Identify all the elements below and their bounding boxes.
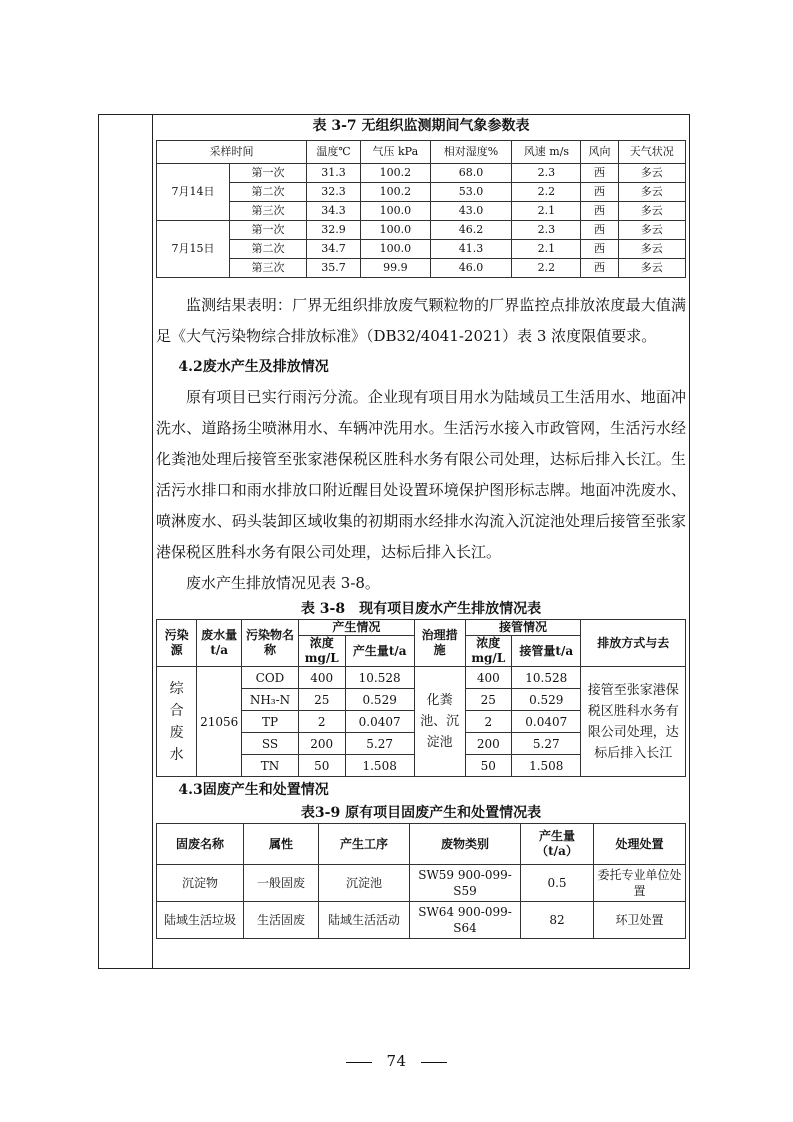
t37-cell: 西	[581, 221, 618, 240]
t38-cell: 0.529	[345, 689, 414, 711]
t37-cell: 2.3	[512, 221, 581, 240]
t38-source: 综合废水	[157, 667, 197, 777]
t38-cell: NH₃-N	[242, 689, 299, 711]
t37-cell: 35.7	[307, 259, 361, 278]
t38-header-dis-amount: 接管量t/a	[512, 636, 581, 667]
t39-header: 固废名称	[157, 824, 244, 865]
t38-cell: 200	[465, 733, 512, 755]
t38-header-discharge: 接管情况	[465, 620, 581, 636]
table-3-7	[156, 140, 686, 278]
t38-header-volume: 废水量 t/a	[197, 620, 242, 667]
t37-cell: 46.0	[430, 259, 512, 278]
table-row	[157, 183, 686, 202]
table-row	[157, 667, 686, 689]
t37-cell: 2.1	[512, 202, 581, 221]
t38-cell: 0.529	[512, 689, 581, 711]
t37-date: 7月15日	[157, 221, 230, 278]
t38-header-gen-amount: 产生量t/a	[345, 636, 414, 667]
t37-cell: 西	[581, 183, 618, 202]
t37-header: 气压 kPa	[361, 141, 431, 164]
t38-cell: 400	[465, 667, 512, 689]
content-area	[156, 116, 686, 939]
t37-cell: 第三次	[230, 259, 307, 278]
t38-cell: 5.27	[512, 733, 581, 755]
t38-header-method: 排放方式与去	[581, 620, 686, 667]
t37-cell: 西	[581, 259, 618, 278]
t37-header: 风向	[581, 141, 618, 164]
t38-cell: 2	[298, 711, 345, 733]
table-3-7-caption: 表 3-7 无组织监测期间气象参数表	[312, 118, 530, 134]
t39-cell: 生活固废	[244, 902, 319, 939]
t39-header: 属性	[244, 824, 319, 865]
t37-header: 天气状况	[618, 141, 685, 164]
t37-cell: 41.3	[430, 240, 512, 259]
t37-cell: 多云	[618, 202, 685, 221]
t39-cell: 陆域生活活动	[319, 902, 410, 939]
t38-cell: TP	[242, 711, 299, 733]
t38-cell: 50	[465, 755, 512, 777]
section-heading-4-3: 4.3固废产生和处置情况	[178, 782, 329, 798]
t37-header: 相对湿度%	[430, 141, 512, 164]
table-3-9-caption: 表3-9 原有项目固废产生和处置情况表	[300, 805, 542, 821]
t38-cell: COD	[242, 667, 299, 689]
table-row	[157, 221, 686, 240]
t37-cell: 34.7	[307, 240, 361, 259]
table-row	[157, 202, 686, 221]
t37-cell: 第二次	[230, 183, 307, 202]
t39-header: 产生量（t/a）	[521, 824, 594, 865]
t37-date: 7月14日	[157, 164, 230, 221]
t38-cell: 200	[298, 733, 345, 755]
t37-cell: 32.3	[307, 183, 361, 202]
t37-cell: 32.9	[307, 221, 361, 240]
table-3-9	[156, 823, 686, 939]
table-row	[157, 240, 686, 259]
table-3-8-caption: 表 3-8 现有项目废水产生排放情况表	[300, 601, 542, 617]
t39-header: 产生工序	[319, 824, 410, 865]
page-number-value: 74	[386, 1052, 407, 1070]
t38-cell: 400	[298, 667, 345, 689]
table-row	[157, 164, 686, 183]
t37-cell: 多云	[618, 164, 685, 183]
frame-divider	[152, 115, 153, 968]
t39-cell: 沉淀池	[319, 865, 410, 902]
t37-cell: 西	[581, 202, 618, 221]
section-heading-4-2: 4.2废水产生及排放情况	[178, 359, 329, 375]
t37-header: 风速 m/s	[512, 141, 581, 164]
t39-cell: 一般固废	[244, 865, 319, 902]
t39-cell: SW59 900-099-S59	[410, 865, 521, 902]
page-number-dash	[346, 1062, 372, 1063]
t37-cell: 100.0	[361, 202, 431, 221]
t38-cell: 0.0407	[512, 711, 581, 733]
t37-cell: 2.3	[512, 164, 581, 183]
t37-cell: 第一次	[230, 221, 307, 240]
t39-cell: 环卫处置	[594, 902, 686, 939]
t37-cell: 34.3	[307, 202, 361, 221]
t37-header: 采样时间	[157, 141, 307, 164]
t38-cell: TN	[242, 755, 299, 777]
t37-cell: 2.2	[512, 183, 581, 202]
t38-header-pollutant: 污染物名称	[242, 620, 299, 667]
t37-cell: 多云	[618, 240, 685, 259]
t38-cell: 10.528	[512, 667, 581, 689]
t38-header-conc: 浓度mg/L	[298, 636, 345, 667]
t38-method: 接管至张家港保税区胜科水务有限公司处理，达标后排入长江	[581, 667, 686, 777]
t38-treatment: 化粪池、沉淀池	[414, 667, 465, 777]
page-number-dash	[421, 1062, 447, 1063]
t39-header: 废物类别	[410, 824, 521, 865]
t38-header-treatment: 治理措施	[414, 620, 465, 667]
t37-cell: 100.0	[361, 221, 431, 240]
t38-cell: 2	[465, 711, 512, 733]
t39-cell: SW64 900-099-S64	[410, 902, 521, 939]
t37-header: 温度℃	[307, 141, 361, 164]
t37-cell: 多云	[618, 221, 685, 240]
t37-cell: 31.3	[307, 164, 361, 183]
table-3-8	[156, 619, 686, 777]
t37-cell: 多云	[618, 259, 685, 278]
t37-cell: 西	[581, 164, 618, 183]
t38-header-generation: 产生情况	[298, 620, 414, 636]
t37-cell: 第一次	[230, 164, 307, 183]
t38-cell: 25	[298, 689, 345, 711]
t38-cell: 50	[298, 755, 345, 777]
t37-cell: 第二次	[230, 240, 307, 259]
t39-cell: 沉淀物	[157, 865, 244, 902]
t38-header-conc: 浓度mg/L	[465, 636, 512, 667]
t37-cell: 100.0	[361, 240, 431, 259]
t37-cell: 99.9	[361, 259, 431, 278]
t38-cell: 1.508	[345, 755, 414, 777]
t37-cell: 2.1	[512, 240, 581, 259]
page-number	[0, 1052, 793, 1070]
t38-cell: 0.0407	[345, 711, 414, 733]
t38-cell: 10.528	[345, 667, 414, 689]
table-row	[157, 865, 686, 902]
paragraph-table-ref: 废水产生排放情况见表 3-8。	[186, 574, 380, 592]
t37-cell: 43.0	[430, 202, 512, 221]
t38-cell: SS	[242, 733, 299, 755]
paragraph-monitoring-result: 监测结果表明：厂界无组织排放废气颗粒物的厂界监控点排放浓度最大值满足《大气污染物综合排放标准》（DB32/4041-2021）表 3 浓度限值要求。	[156, 296, 686, 345]
t37-cell: 46.2	[430, 221, 512, 240]
t38-cell: 5.27	[345, 733, 414, 755]
t39-cell: 陆域生活垃圾	[157, 902, 244, 939]
t38-header-source: 污染源	[157, 620, 197, 667]
t37-cell: 第三次	[230, 202, 307, 221]
t37-cell: 53.0	[430, 183, 512, 202]
t38-volume: 21056	[197, 667, 242, 777]
t37-cell: 100.2	[361, 164, 431, 183]
t38-cell: 25	[465, 689, 512, 711]
t37-cell: 100.2	[361, 183, 431, 202]
t37-cell: 2.2	[512, 259, 581, 278]
t37-cell: 68.0	[430, 164, 512, 183]
t39-cell: 0.5	[521, 865, 594, 902]
t39-cell: 82	[521, 902, 594, 939]
t37-cell: 多云	[618, 183, 685, 202]
t39-header: 处理处置	[594, 824, 686, 865]
t39-cell: 委托专业单位处置	[594, 865, 686, 902]
table-row	[157, 259, 686, 278]
table-row	[157, 902, 686, 939]
paragraph-wastewater: 原有项目已实行雨污分流。企业现有项目用水为陆域员工生活用水、地面冲洗水、道路扬尘喷淋用水、车辆冲洗用水。生活污水接入市政管网，生活污水经化粪池处理后接管至张家港保税区胜科水务有限公司处理，达标后排入长江。生活污水排口和雨水排放口附近醒目处设置环境保护图形标志牌。地面冲洗废水、喷淋废水、码头装卸区域收集的初期雨水经排水沟流入沉淀池处理后接管至张家港保税区胜科水务有限公司处理，达标后排入长江。	[156, 388, 686, 561]
t38-cell: 1.508	[512, 755, 581, 777]
t37-cell: 西	[581, 240, 618, 259]
